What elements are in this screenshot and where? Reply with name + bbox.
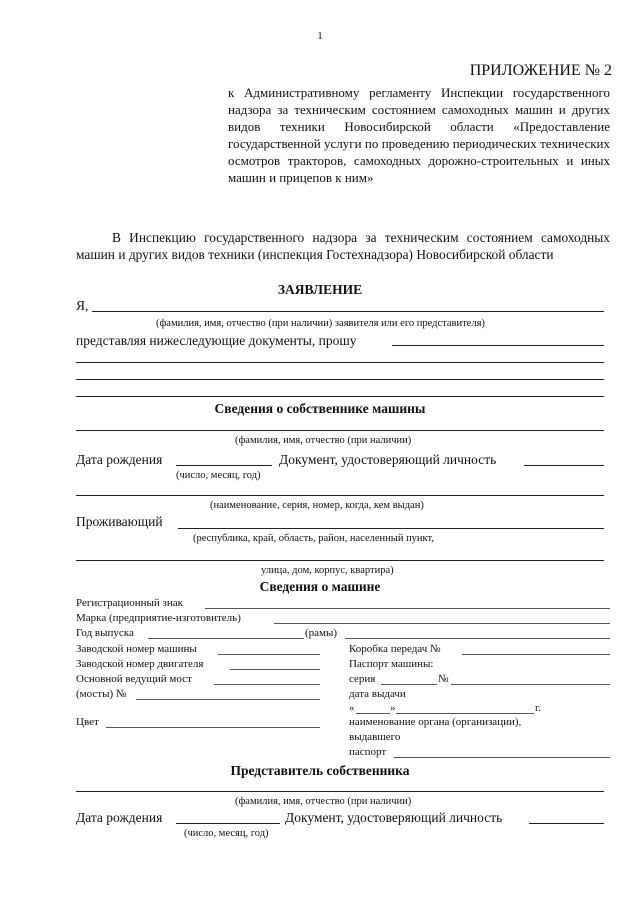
request-line-4[interactable] xyxy=(76,396,604,397)
issue-month-line[interactable] xyxy=(396,713,534,714)
reg-sign-label: Регистрационный знак xyxy=(76,597,183,609)
owner-doc-label: Документ, удостоверяющий личность xyxy=(279,452,497,467)
owner-address-line-1[interactable] xyxy=(178,528,604,529)
rep-name-hint: (фамилия, имя, отчество (при наличии) xyxy=(235,796,412,807)
axle-line-1[interactable] xyxy=(214,684,320,685)
reg-sign-line[interactable] xyxy=(205,608,610,609)
year-line[interactable] xyxy=(148,638,304,639)
issue-date-label: дата выдачи xyxy=(349,688,406,700)
issuer-label-2: выдавшего xyxy=(349,731,401,743)
make-label: Марка (предприятие-изготовитель) xyxy=(76,612,241,624)
form-title: ЗАЯВЛЕНИЕ xyxy=(277,282,363,297)
rep-doc-label: Документ, удостоверяющий личность xyxy=(285,810,503,825)
color-line[interactable] xyxy=(106,727,320,728)
issue-day-line[interactable] xyxy=(356,713,390,714)
passport-number-line[interactable] xyxy=(451,684,610,685)
gearbox-line[interactable] xyxy=(462,654,610,655)
passport-label: Паспорт машины: xyxy=(349,658,434,670)
page-number: 1 xyxy=(317,30,323,42)
engine-line[interactable] xyxy=(230,669,320,670)
machine-heading: Сведения о машине xyxy=(259,579,381,594)
frame-line[interactable] xyxy=(345,638,610,639)
applicant-name-line[interactable] xyxy=(92,311,604,312)
number-sign: № xyxy=(438,673,449,685)
rep-date-hint: (число, месяц, год) xyxy=(184,828,269,839)
applicant-name-hint: (фамилия, имя, отчество (при наличии) заявителя или его представителя) xyxy=(156,318,485,329)
request-line-2[interactable] xyxy=(76,362,604,363)
axle-line-2[interactable] xyxy=(136,699,320,700)
owner-doc-line-1[interactable] xyxy=(524,465,604,466)
serial-label: Заводской номер машины xyxy=(76,643,197,655)
issuer-line[interactable] xyxy=(394,757,610,758)
owner-name-hint: (фамилия, имя, отчество (при наличии) xyxy=(235,435,412,446)
year-suffix: г. xyxy=(535,702,542,714)
rep-birth-label: Дата рождения xyxy=(76,810,163,825)
serial-line[interactable] xyxy=(218,654,320,655)
request-line-3[interactable] xyxy=(76,379,604,380)
rep-birth-line[interactable] xyxy=(176,823,280,824)
request-line-1[interactable] xyxy=(392,345,604,346)
owner-birth-label: Дата рождения xyxy=(76,452,163,467)
owner-address-label: Проживающий xyxy=(76,514,163,529)
owner-address-hint-2: улица, дом, корпус, квартира) xyxy=(261,565,394,576)
quote-close: » xyxy=(390,702,396,714)
color-label: Цвет xyxy=(76,716,99,728)
owner-heading: Сведения о собственнике машины xyxy=(214,401,426,416)
addressee-text: В Инспекцию государственного надзора за техническим состоянием самоходных машин и других видов техники (инспекция Гостехнадзора) Новосибирской области xyxy=(76,230,610,262)
axle-label-1: Основной ведущий мост xyxy=(76,673,192,685)
owner-doc-hint: (наименование, серия, номер, когда, кем выдан) xyxy=(210,500,424,511)
rep-name-line[interactable] xyxy=(76,791,604,792)
request-label: представляя нижеследующие документы, прошу xyxy=(76,333,357,348)
appendix-text: к Административному регламенту Инспекции государственного надзора за техническим состоянием самоходных машин и других видов техники Новосибирской области «Предоставление государственной услуги по проведению периодических технических осмотров тракторов, самоходных дорожно-строительных и иных машин и прицепов к ним» xyxy=(228,85,610,185)
owner-address-hint-1: (республика, край, область, район, населенный пункт, xyxy=(193,533,434,544)
issuer-label-1: наименование органа (организации), xyxy=(349,716,522,728)
year-label: Год выпуска xyxy=(76,627,134,639)
engine-label: Заводской номер двигателя xyxy=(76,658,204,670)
make-line[interactable] xyxy=(274,623,610,624)
series-label: серия xyxy=(349,673,376,685)
quote-open: « xyxy=(349,702,355,714)
appendix-title: ПРИЛОЖЕНИЕ № 2 xyxy=(469,62,612,79)
issuer-label-3: паспорт xyxy=(349,746,387,758)
representative-heading: Представитель собственника xyxy=(230,763,410,778)
owner-address-line-2[interactable] xyxy=(76,560,604,561)
gearbox-label: Коробка передач № xyxy=(349,643,441,655)
owner-date-hint: (число, месяц, год) xyxy=(176,470,261,481)
series-line[interactable] xyxy=(381,684,437,685)
axle-label-2: (мосты) № xyxy=(76,688,127,700)
owner-birth-line[interactable] xyxy=(176,465,272,466)
frame-label: (рамы) xyxy=(305,627,338,639)
applicant-prefix: Я, xyxy=(76,298,89,313)
rep-doc-line[interactable] xyxy=(529,823,604,824)
owner-doc-line-2[interactable] xyxy=(76,495,604,496)
owner-name-line[interactable] xyxy=(76,430,604,431)
